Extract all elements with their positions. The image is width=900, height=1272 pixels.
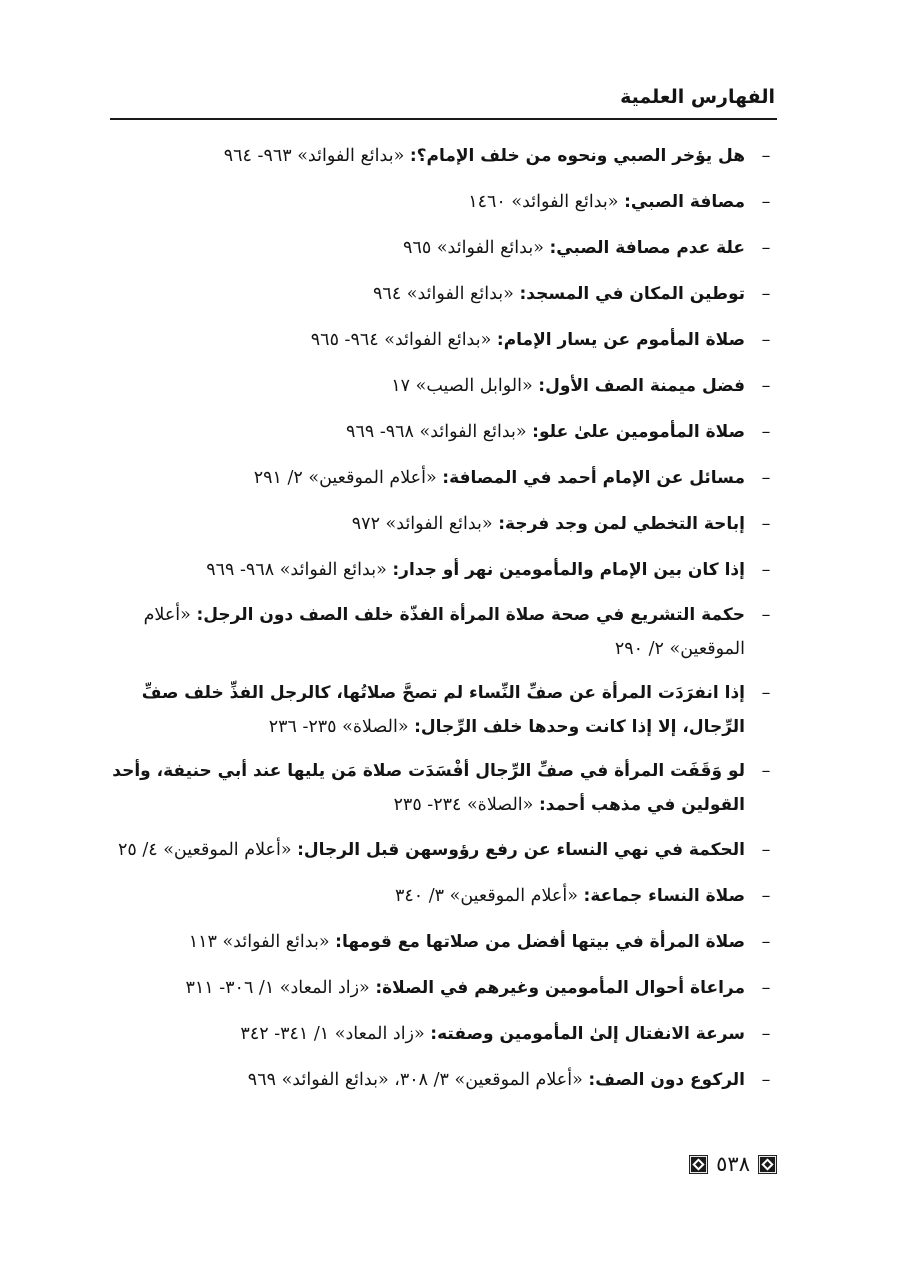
entry-dash: – bbox=[761, 468, 771, 488]
index-entry bbox=[110, 276, 777, 312]
page-number: ٥٣٨ bbox=[716, 1152, 750, 1176]
entry-dash: – bbox=[761, 886, 771, 906]
index-entry bbox=[110, 676, 777, 744]
entry-dash: – bbox=[761, 146, 771, 166]
entry-source: «بدائع الفوائد» ١١٣ bbox=[188, 932, 330, 952]
entry-topic: مراعاة أحوال المأمومين وغيرهم في الصلاة: bbox=[375, 978, 745, 998]
ornament-icon bbox=[758, 1155, 777, 1174]
entry-source: «أعلام الموقعين» ٢/ ٢٩٠ bbox=[143, 605, 745, 659]
entry-dash: – bbox=[761, 560, 771, 580]
entry-source: «زاد المعاد» ١/ ٣٤١- ٣٤٢ bbox=[240, 1024, 425, 1044]
entry-topic: إذا انفرَدَت المرأة عن صفِّ النِّساء لم تصحَّ صلاتُها، كالرجل الفذِّ خلف صفِّ الرِّجال، إلا إذا كانت وحدها خلف الرِّجال: bbox=[141, 683, 745, 737]
index-entry bbox=[110, 1062, 777, 1098]
index-entry bbox=[110, 138, 777, 174]
entry-source: «الوابل الصيب» ١٧ bbox=[391, 376, 533, 396]
entry-dash: – bbox=[761, 932, 771, 952]
entry-topic: صلاة المرأة في بيتها أفضل من صلاتها مع قومها: bbox=[335, 932, 745, 952]
index-entry bbox=[110, 230, 777, 266]
entry-dash: – bbox=[761, 376, 771, 396]
entry-source: «الصلاة» ٢٣٥- ٢٣٦ bbox=[268, 717, 409, 737]
index-entry bbox=[110, 878, 777, 914]
entry-source: «بدائع الفوائد» ٩٦٤ bbox=[373, 284, 514, 304]
entry-source: «بدائع الفوائد» ٩٦٨- ٩٦٩ bbox=[346, 422, 527, 442]
index-entry bbox=[110, 184, 777, 220]
entry-topic: علة عدم مصافة الصبي: bbox=[549, 238, 745, 258]
entry-topic: فضل ميمنة الصف الأول: bbox=[538, 376, 745, 396]
entry-topic: لو وَقَفَت المرأة في صفِّ الرِّجال أفْسَدَت صلاة مَن يليها عند أبي حنيفة، وأحد القولين في مذهب أحمد: bbox=[112, 761, 745, 815]
entry-topic: صلاة المأمومين علىٰ علو: bbox=[532, 422, 745, 442]
entry-dash: – bbox=[761, 192, 771, 212]
index-entry bbox=[110, 552, 777, 588]
entry-dash: – bbox=[761, 683, 771, 703]
entry-source: «أعلام الموقعين» ٣/ ٣٠٨، «بدائع الفوائد» ٩٦٩ bbox=[247, 1070, 583, 1090]
entry-source: «بدائع الفوائد» ٩٦٣- ٩٦٤ bbox=[223, 146, 405, 166]
entry-dash: – bbox=[761, 422, 771, 442]
index-entry bbox=[110, 924, 777, 960]
entry-dash: – bbox=[761, 1070, 771, 1090]
entry-topic: توطين المكان في المسجد: bbox=[519, 284, 745, 304]
entry-topic: حكمة التشريع في صحة صلاة المرأة الفذّة خلف الصف دون الرجل: bbox=[196, 605, 745, 625]
index-entry bbox=[110, 754, 777, 822]
index-entry bbox=[110, 970, 777, 1006]
entry-topic: سرعة الانفتال إلىٰ المأمومين وصفته: bbox=[430, 1024, 745, 1044]
entry-topic: هل يؤخر الصبي ونحوه من خلف الإمام؟: bbox=[409, 146, 745, 166]
entry-source: «زاد المعاد» ١/ ٣٠٦- ٣١١ bbox=[185, 978, 370, 998]
entry-dash: – bbox=[761, 238, 771, 258]
ornament-icon bbox=[689, 1155, 708, 1174]
entry-dash: – bbox=[761, 840, 771, 860]
entry-topic: إباحة التخطي لمن وجد فرجة: bbox=[498, 514, 745, 534]
index-entry bbox=[110, 322, 777, 358]
page-footer bbox=[689, 1152, 777, 1176]
index-entry bbox=[110, 368, 777, 404]
entry-topic: مسائل عن الإمام أحمد في المصافة: bbox=[442, 468, 745, 488]
entry-topic: صلاة النساء جماعة: bbox=[583, 886, 745, 906]
header-rule bbox=[110, 118, 777, 120]
entry-source: «الصلاة» ٢٣٤- ٢٣٥ bbox=[393, 795, 534, 815]
entry-topic: الركوع دون الصف: bbox=[588, 1070, 745, 1090]
entry-topic: إذا كان بين الإمام والمأمومين نهر أو جدار: bbox=[392, 560, 745, 580]
index-entry bbox=[110, 598, 777, 666]
index-entries-list bbox=[110, 138, 777, 1108]
entry-source: «بدائع الفوائد» ٩٦٤- ٩٦٥ bbox=[310, 330, 492, 350]
index-entry bbox=[110, 506, 777, 542]
entry-source: «بدائع الفوائد» ٩٦٨- ٩٦٩ bbox=[206, 560, 387, 580]
entry-dash: – bbox=[761, 330, 771, 350]
entry-dash: – bbox=[761, 978, 771, 998]
entry-source: «بدائع الفوائد» ٩٧٢ bbox=[351, 514, 493, 534]
entry-dash: – bbox=[761, 761, 771, 781]
entry-topic: مصافة الصبي: bbox=[624, 192, 745, 212]
index-entry bbox=[110, 832, 777, 868]
index-entry bbox=[110, 1016, 777, 1052]
entry-dash: – bbox=[761, 1024, 771, 1044]
entry-topic: الحكمة في نهي النساء عن رفع رؤوسهن قبل الرجال: bbox=[297, 840, 745, 860]
index-entry bbox=[110, 460, 777, 496]
entry-dash: – bbox=[761, 605, 771, 625]
entry-source: «أعلام الموقعين» ٣/ ٣٤٠ bbox=[394, 886, 578, 906]
index-entry bbox=[110, 414, 777, 450]
entry-dash: – bbox=[761, 284, 771, 304]
page-header-title: الفهارس العلمية bbox=[620, 86, 775, 108]
entry-dash: – bbox=[761, 514, 771, 534]
entry-source: «بدائع الفوائد» ٩٦٥ bbox=[403, 238, 544, 258]
entry-topic: صلاة المأموم عن يسار الإمام: bbox=[496, 330, 745, 350]
entry-source: «بدائع الفوائد» ١٤٦٠ bbox=[468, 192, 619, 212]
entry-source: «أعلام الموقعين» ٤/ ٢٥ bbox=[117, 840, 292, 860]
entry-source: «أعلام الموقعين» ٢/ ٢٩١ bbox=[253, 468, 437, 488]
